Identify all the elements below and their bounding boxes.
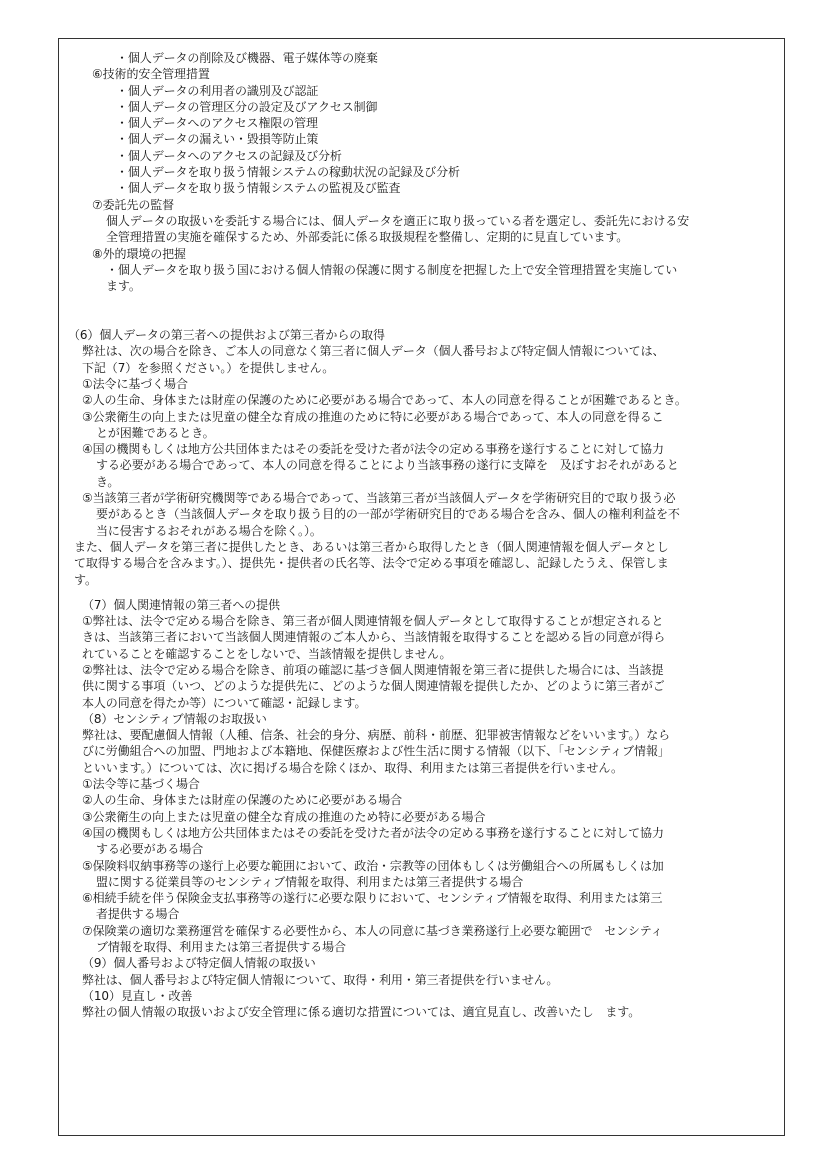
list-item-continuation: する必要がある場合であって、本人の同意を得ることにより当該事務の遂行に支障を 及ぼすおそれがあると: [96, 458, 679, 473]
list-item-continuation: 要があるとき（当該個人データを取り扱う目的の一部が学術研究目的である場合を含み、個人の権利利益を不: [96, 507, 680, 522]
list-item: ・個人データの利用者の識別及び認証: [116, 83, 319, 98]
paragraph-line: 本人の同意を得たか等）について確認・記録します。: [82, 695, 367, 710]
section-heading: （8）センシティブ情報のお取扱い: [82, 711, 267, 726]
paragraph-line: 弊社は、要配慮個人情報（人種、信条、社会的身分、病歴、前科・前歴、犯罪被害情報などをいいます。）なら: [82, 728, 671, 743]
list-item: ・個人データを取り扱う情報システムの稼動状況の記録及び分析: [116, 165, 460, 180]
paragraph-line: 供に関する事項（いつ、どのような提供先に、どのような個人関連情報を提供したか、どのように第三者がご: [82, 679, 665, 694]
paragraph-line: といいます。）については、次に掲げる場合を除くほか、取得、利用または第三者提供を行いません。: [82, 760, 623, 775]
list-item: ①法令に基づく場合: [82, 376, 188, 391]
list-item-continuation: 者提供する場合: [96, 907, 180, 922]
paragraph-line: ます。: [106, 279, 141, 294]
list-item-continuation: とが困難であるとき。: [96, 425, 215, 440]
paragraph-line: ・個人データを取り扱う国における個人情報の保護に関する制度を把握した上で安全管理措置を実施してい: [106, 262, 678, 277]
section-heading: （10）見直し・改善: [82, 988, 193, 1003]
paragraph-line: 弊社は、次の場合を除き、ご本人の同意なく第三者に個人データ（個人番号および特定個人情報については、: [82, 344, 665, 359]
section-heading: （7）個人関連情報の第三者への提供: [82, 597, 280, 612]
paragraph-line: ①弊社は、法令で定める場合を除き、第三者が個人関連情報を個人データとして取得することが想定されると: [82, 614, 664, 629]
paragraph-line: 全管理措置の実施を確保するため、外部委託に係る取扱規程を整備し、定期的に見直しています。: [106, 230, 629, 245]
list-item: ・個人データの漏えい・毀損等防止策: [116, 132, 319, 147]
subsection-heading: ⑧外的環境の把握: [92, 246, 186, 261]
paragraph-line: ②弊社は、法令で定める場合を除き、前項の確認に基づき個人関連情報を第三者に提供した場合には、当該提: [82, 662, 664, 677]
list-item: ・個人データを取り扱う情報システムの監視及び監査: [116, 181, 401, 196]
paragraph-line: きは、当該第三者において当該個人関連情報のご本人から、当該情報を取得することを認める旨の同意が得ら: [82, 630, 666, 645]
list-item: ③公衆衛生の向上または児童の健全な育成の推進のために特に必要がある場合であって、本人の同意を得るこ: [82, 409, 664, 424]
list-item: ①法令等に基づく場合: [82, 777, 200, 792]
list-item: ・個人データへのアクセスの記録及び分析: [116, 148, 342, 163]
paragraph-line: 弊社は、個人番号および特定個人情報について、取得・利用・第三者提供を行いません。: [82, 972, 559, 987]
list-item-continuation: き。: [96, 474, 120, 489]
list-item-continuation: 盟に関する従業員等のセンシティブ情報を取得、利用または第三者提供する場合: [96, 874, 524, 889]
list-item: ⑤当該第三者が学術研究機関等である場合であって、当該第三者が当該個人データを学術研究目的で取り扱う必: [82, 491, 676, 506]
paragraph-line: 個人データの取扱いを委託する場合には、個人データを適正に取り扱っている者を選定し、委託先における安: [106, 213, 690, 228]
paragraph-line: 下記（7）を参照ください。）を提供しません。: [82, 360, 335, 375]
list-item: ②人の生命、身体または財産の保護のために必要がある場合であって、本人の同意を得ることが困難であるとき。: [82, 393, 687, 408]
paragraph-line: 弊社の個人情報の取扱いおよび安全管理に係る適切な措置については、適宜見直し、改善いたし ます。: [82, 1005, 641, 1020]
list-item: ・個人データへのアクセス権限の管理: [116, 116, 318, 131]
list-item: ・個人データの削除及び機器、電子媒体等の廃棄: [116, 51, 378, 65]
list-item: ④国の機関もしくは地方公共団体またはその委託を受けた者が法令の定める事務を遂行することに対して協力: [82, 825, 664, 840]
paragraph-line: また、個人データを第三者に提供したとき、あるいは第三者から取得したとき（個人関連情報を個人データとし: [74, 539, 669, 554]
list-item: ⑥相続手続を伴う保険金支払事務等の遂行に必要な限りにおいて、センシティブ情報を取得、利用または第三: [82, 891, 663, 906]
paragraph-line: す。: [74, 572, 97, 587]
list-item: ⑦保険業の適切な業務運営を確保する必要性から、本人の同意に基づき業務遂行上必要な範囲で センシティ: [82, 923, 663, 938]
list-item-continuation: する必要がある場合: [96, 842, 204, 857]
list-item: ・個人データの管理区分の設定及びアクセス制御: [116, 99, 378, 114]
subsection-heading: ⑥技術的安全管理措置: [92, 67, 210, 82]
section-heading: （9）個人番号および特定個人情報の取扱い: [82, 956, 316, 971]
list-item-continuation: 当に侵害するおそれがある場合を除く。）。: [96, 523, 322, 538]
section-heading: （6）個人データの第三者への提供および第三者からの取得: [68, 328, 385, 343]
paragraph-line: て取得する場合を含みます。）、提供先・提供者の氏名等、法令で定める事項を確認し、記録したうえ、保管しま: [74, 556, 669, 571]
list-item: ②人の生命、身体または財産の保護のために必要がある場合: [82, 793, 403, 808]
subsection-heading: ⑦委託先の監督: [92, 197, 175, 212]
document-body: [68, 50, 780, 1021]
paragraph-line: びに労働組合への加盟、門地および本籍地、保健医療および性生活に関する情報（以下、「センシティブ情報」: [82, 744, 670, 759]
paragraph-line: れていることを確認することをしないで、当該情報を提供しません。: [82, 646, 452, 661]
list-item: ⑤保険料収納事務等の遂行上必要な範囲において、政治・宗教等の団体もしくは労働組合への所属もしくは加: [82, 858, 664, 873]
list-item: ④国の機関もしくは地方公共団体またはその委託を受けた者が法令の定める事務を遂行することに対して協力: [82, 442, 664, 457]
list-item: ③公衆衛生の向上または児童の健全な育成の推進のため特に必要がある場合: [82, 809, 486, 824]
list-item-continuation: ブ情報を取得、利用または第三者提供する場合: [96, 940, 346, 955]
